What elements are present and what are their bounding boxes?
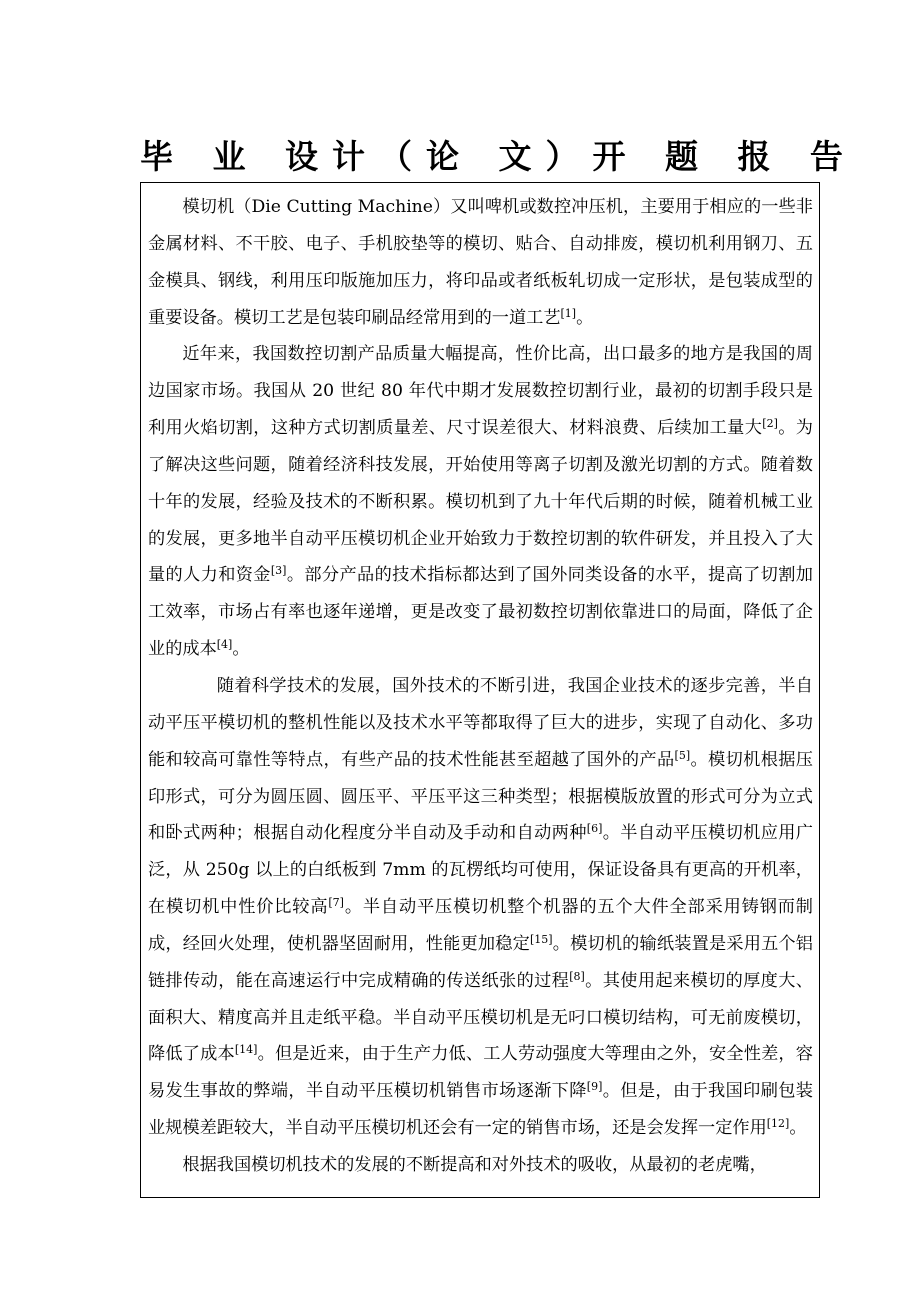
text-segment: 根据我国模切机技术的发展的不断提高和对外技术的吸收，从最初的老虎嘴， xyxy=(182,1154,767,1175)
text-segment: 。半自动平压模切机应用广泛，从 250g 以上的白纸板到 7mm 的瓦楞纸均可使用，保证设备具有更高的开机率，在模切机中性价比较高 xyxy=(148,823,813,918)
citation-ref: [5] xyxy=(674,748,691,762)
citation-ref: [9] xyxy=(586,1080,603,1094)
citation-ref: [12] xyxy=(766,1117,790,1131)
body-paragraph xyxy=(148,189,813,336)
citation-ref: [3] xyxy=(270,564,287,578)
text-segment: 。模切机的输纸装置是采用五个铝链排传动，能在高速运行中完成精确的传送纸张的过程 xyxy=(148,933,813,991)
citation-ref: [2] xyxy=(762,417,778,431)
report-frame xyxy=(140,182,820,1198)
body-paragraph xyxy=(148,1147,813,1184)
text-segment: 。但是近来，由于生产力低、工人劳动强度大等理由之外，安全性差，容易发生事故的弊端，半自动平压模切机销售市场逐渐下降 xyxy=(148,1044,813,1102)
citation-ref: [1] xyxy=(560,306,577,320)
body-paragraph xyxy=(148,668,813,1147)
text-segment: 。部分产品的技术指标都达到了国外同类设备的水平，提高了切割加工效率，市场占有率也逐年递增，更是改变了最初数控切割依靠进口的局面，降低了企业的成本 xyxy=(148,565,813,660)
text-segment: 。 xyxy=(232,639,250,660)
citation-ref: [4] xyxy=(216,638,233,652)
citation-ref: [7] xyxy=(328,896,344,910)
body-paragraph xyxy=(148,336,813,668)
page-title: 毕 业 设计（论 文）开 题 报 告 xyxy=(140,137,857,176)
text-segment: 。 xyxy=(789,1118,807,1139)
text-segment: 。为了解决这些问题，随着经济科技发展，开始使用等离子切割及激光切割的方式。随着数十年的发展，经验及技术的不断积累。模切机到了九十年代后期的时候，随着机械工业的发展，更多地半自动平压模切机企业开始致力于数控切割的软件研发，并且投入了大量的人力和资金 xyxy=(148,418,813,586)
text-segment: 随着科学技术的发展，国外技术的不断引进，我国企业技术的逐步完善，半自动平压平模切机的整机性能以及技术水平等都取得了巨大的进步，实现了自动化、多功能和较高可靠性等特点，有些产品的技术性能甚至超越了国外的产品 xyxy=(148,675,813,770)
text-segment: 。 xyxy=(576,307,594,328)
text-segment: 。但是，由于我国印刷包装业规模差距较大，半自动平压模切机还会有一定的销售市场，还是会发挥一定作用 xyxy=(148,1081,813,1139)
citation-ref: [15] xyxy=(529,932,553,946)
citation-ref: [14] xyxy=(234,1043,258,1057)
text-segment: 近年来，我国数控切割产品质量大幅提高，性价比高，出口最多的地方是我国的周边国家市场。我国从 20 世纪 80 年代中期才发展数控切割行业，最初的切割手段只是利用火焰切割，这种方式切割质量差、尺寸误差很大、材料浪费、后续加工量大 xyxy=(148,344,813,439)
text-segment: 。模切机根据压印形式，可分为圆压圆、圆压平、平压平这三种类型；根据模版放置的形式可分为立式和卧式两种；根据自动化程度分半自动及手动和自动两种 xyxy=(148,749,813,844)
text-segment: 模切机（Die Cutting Machine）又叫啤机或数控冲压机，主要用于相应的一些非金属材料、不干胶、电子、手机胶垫等的模切、贴合、自动排废，模切机利用钢刀、五金模具、钢线，利用压印版施加压力，将印品或者纸板轧切成一定形状，是包装成型的重要设备。模切工艺是包装印刷品经常用到的一道工艺 xyxy=(148,197,813,328)
report-body xyxy=(148,189,813,1184)
text-segment: 。其使用起来模切的厚度大、面积大、精度高并且走纸平稳。半自动平压模切机是无叼口模切结构，可无前废模切，降低了成本 xyxy=(148,970,813,1065)
text-segment: 。半自动平压模切机整个机器的五个大件全部采用铸钢而制成，经回火处理，使机器坚固耐用，性能更加稳定 xyxy=(148,897,813,954)
citation-ref: [6] xyxy=(586,822,603,836)
citation-ref: [8] xyxy=(569,969,585,983)
